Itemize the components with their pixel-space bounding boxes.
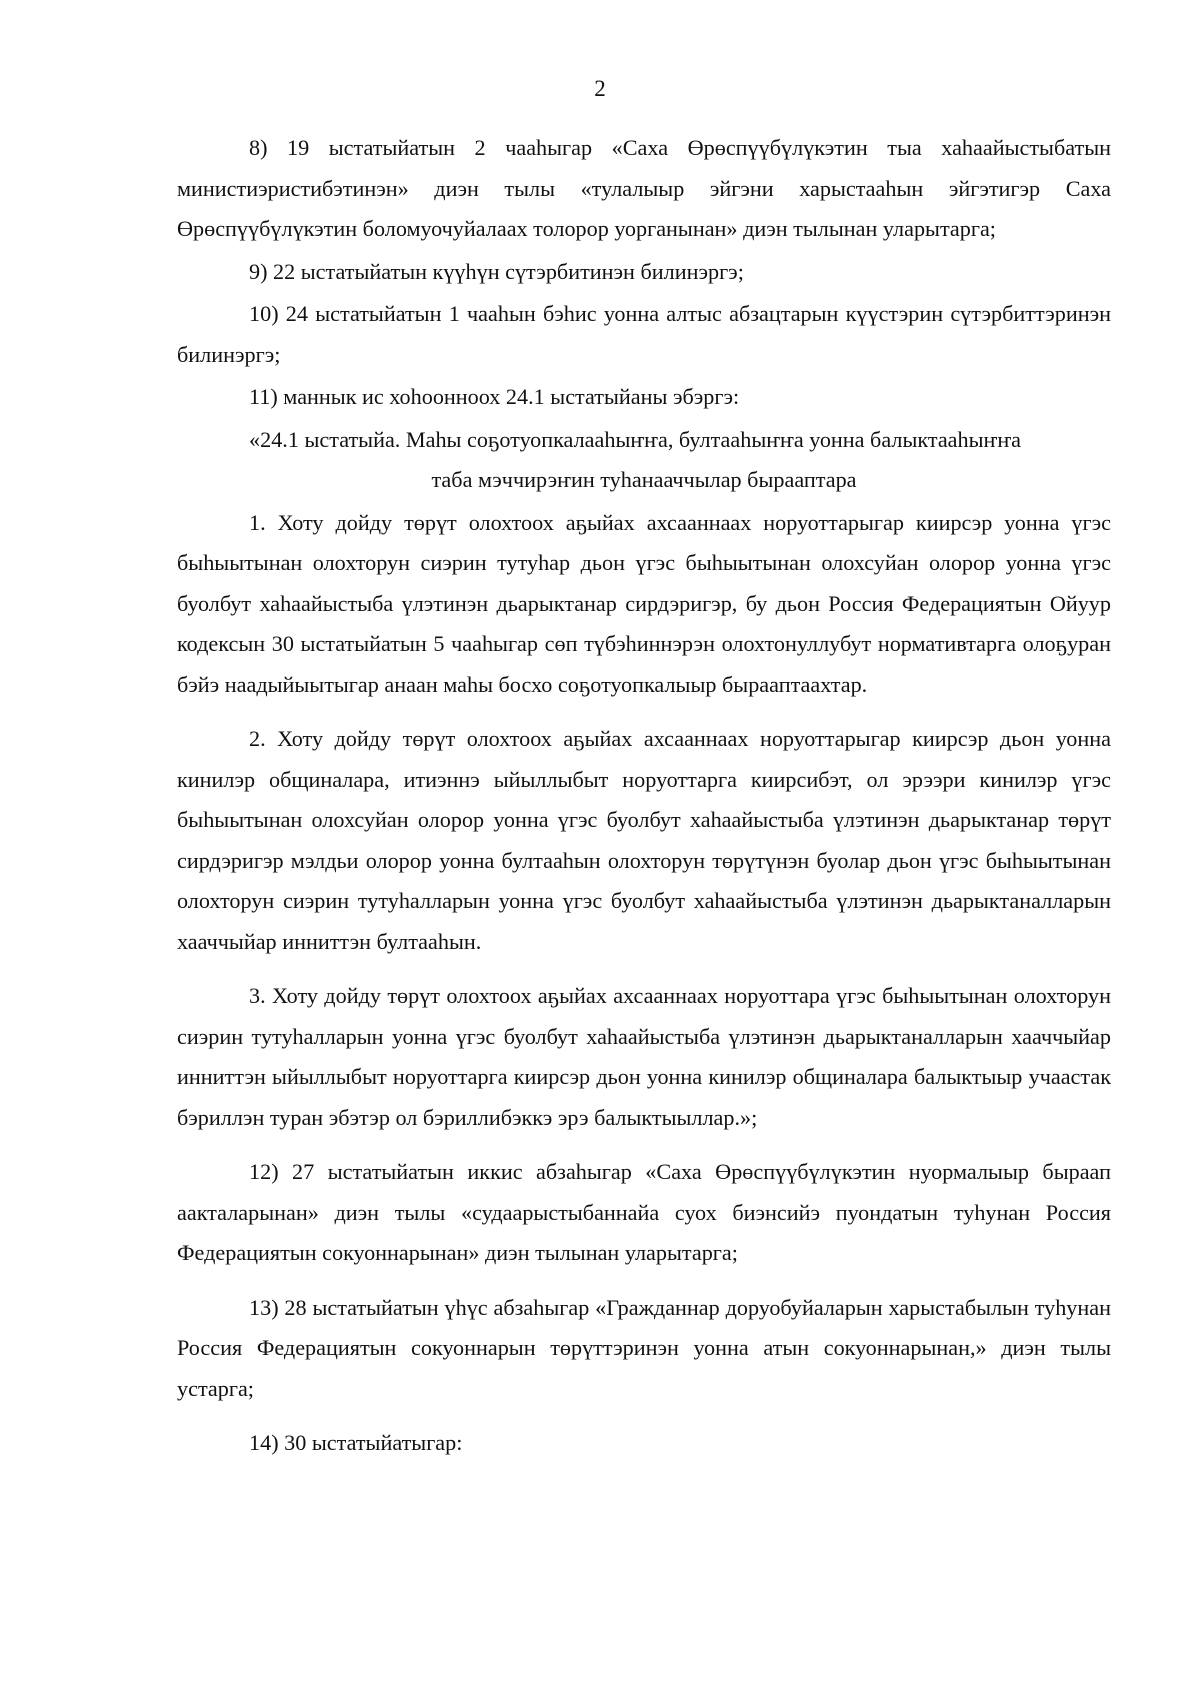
paragraph-item-12: 12) 27 ыстатыйатын иккис абзаһыгар «Саха Өрөспүүбүлүкэтин нуормалыыр быраап аакталарынан» диэн тылы «судаарыстыбаннайа суох биэнсийэ пуондатын туһунан Россия Федерациятын сокуоннарынан» диэн тылынан уларытарга;	[177, 1159, 1111, 1265]
article-heading-line-2: таба мэччирэҥин туһанааччылар бырааптара	[431, 467, 857, 492]
article-item-2: 2. Хоту дойду төрүт олохтоох аҕыйах ахсааннаах норуоттарыгар киирсэр дьон уонна кинилэр общиналара, итиэннэ ыйыллыбыт норуоттарга киирсибэт, ол эрээри кинилэр үгэс быһыытынан олохсуйан олорор уонна үгэс буолбут хаһаайыстыба үлэтинэн дьарыктанар төрүт сирдэригэр мэлдьи олорор уонна бултааһын олохторун төрүтүнэн буолар дьон үгэс быһыытынан олохторун сиэрин тутуһалларын уонна үгэс буолбут хаһаайыстыба үлэтинэн дьарыктаналларын хааччыйар инниттэн бултааһын.	[177, 726, 1111, 954]
article-heading-line-1: «24.1 ыстатыйа. Маһы соҕотуопкалааһыҥҥа, бултааһыҥҥа уонна балыктааһыҥҥа	[249, 426, 1022, 452]
paragraph-item-11: 11) маннык ис хоһоонноох 24.1 ыстатыйаны эбэргэ:	[249, 384, 740, 409]
paragraph-item-8: 8) 19 ыстатыйатын 2 чааһыгар «Саха Өрөспүүбүлүкэтин тыа хаһаайыстыбатын министиэристибэтинэн» диэн тылы «тулалыыр эйгэни харыстааһын эйгэтигэр Саха Өрөспүүбүлүкэтин боломуочуйалаах толорор уорганынан» диэн тылынан уларытарга;	[177, 135, 1111, 241]
paragraph-item-9: 9) 22 ыстатыйатын күүһүн сүтэрбитинэн билинэргэ;	[249, 258, 744, 284]
paragraph-item-13: 13) 28 ыстатыйатын үһүс абзаһыгар «Гражданнар доруобуйаларын харыстабылын туһунан Россия Федерациятын сокуоннарын төрүттэринэн уонна атын сокуоннарынан,» диэн тылы устарга;	[177, 1294, 1111, 1401]
paragraph-item-10: 10) 24 ыстатыйатын 1 чааһын бэһис уонна алтыс абзацтарын күүстэрин сүтэрбиттэринэн билинэргэ;	[177, 301, 1111, 367]
article-item-3: 3. Хоту дойду төрүт олохтоох аҕыйах ахсааннаах норуоттара үгэс быһыытынан олохторун сиэрин тутуһалларын уонна үгэс буолбут хаһаайыстыба үлэтинэн дьарыктаналларын хааччыйар инниттэн ыйыллыбыт норуоттарга киирсэр дьон уонна кинилэр общиналара балыктыыр учаастак бэриллэн туран эбэтэр ол бэриллибэккэ эрэ балыктыыллар.»;	[177, 983, 1111, 1130]
article-item-1: 1. Хоту дойду төрүт олохтоох аҕыйах ахсааннаах норуоттарыгар киирсэр уонна үгэс быһыытынан олохторун сиэрин тутуһар дьон үгэс быһыытынан олохсуйан олорор уонна үгэс буолбут хаһаайыстыба үлэтинэн дьарыктанар сирдэригэр, бу дьон Россия Федерациятын Ойуур кодексын 30 ыстатыйатын 5 чааһыгар сөп түбэһиннэрэн олохтонуллубут нормативтарга олоҕуран бэйэ наадыйыытыгар анаан маһы босхо соҕотуопкалыыр бырааптаахтар.	[177, 509, 1111, 697]
paragraph-item-14: 14) 30 ыстатыйатыгар:	[249, 1430, 463, 1455]
page-number: 2	[594, 76, 606, 101]
document-body	[177, 128, 1111, 1466]
